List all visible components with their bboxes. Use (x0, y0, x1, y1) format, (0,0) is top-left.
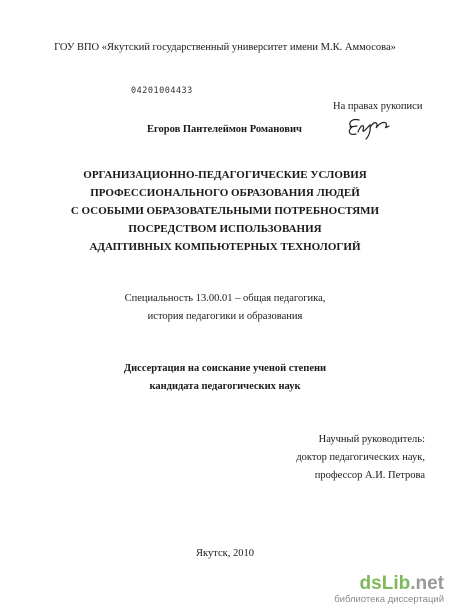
supervisor-block (0, 431, 425, 485)
title-line: ПРОФЕССИОНАЛЬНОГО ОБРАЗОВАНИЯ ЛЮДЕЙ (90, 187, 360, 199)
handwritten-signature (345, 114, 391, 140)
author-name: Егоров Пантелеймон Романович (147, 124, 302, 135)
specialty-line: история педагогики и образования (147, 311, 303, 322)
title-line: ПОСРЕДСТВОМ ИСПОЛЬЗОВАНИЯ (128, 223, 322, 235)
watermark-logo-part1: dsLib (359, 573, 411, 594)
rights-note: На правах рукописи (333, 101, 423, 112)
dissertation-degree-block (0, 360, 450, 396)
organization-name: ГОУ ВПО «Якутский государственный университет имени М.К. Аммосова» (54, 42, 396, 53)
document-number: 04201004433 (131, 86, 193, 96)
supervisor-line: Научный руководитель: (318, 434, 425, 445)
city-year: Якутск, 2010 (196, 548, 254, 559)
dissertation-title (0, 166, 450, 256)
specialty-block (0, 290, 450, 326)
degree-line: Диссертация на соискание ученой степени (123, 363, 327, 374)
degree-line: кандидата педагогических наук (149, 381, 301, 392)
specialty-line: Специальность 13.00.01 – общая педагогика, (124, 293, 326, 304)
supervisor-line: профессор А.И. Петрова (314, 470, 425, 481)
watermark-subtitle: библиотека диссертаций (334, 594, 444, 605)
title-line: АДАПТИВНЫХ КОМПЬЮТЕРНЫХ ТЕХНОЛОГИЙ (89, 241, 361, 253)
title-line: С ОСОБЫМИ ОБРАЗОВАТЕЛЬНЫМИ ПОТРЕБНОСТЯМИ (70, 205, 380, 217)
watermark-logo-part2: .net (410, 573, 444, 594)
watermark (334, 574, 444, 606)
title-line: ОРГАНИЗАЦИОННО-ПЕДАГОГИЧЕСКИЕ УСЛОВИЯ (83, 169, 367, 181)
watermark-logo (334, 574, 444, 594)
supervisor-line: доктор педагогических наук, (296, 452, 425, 463)
